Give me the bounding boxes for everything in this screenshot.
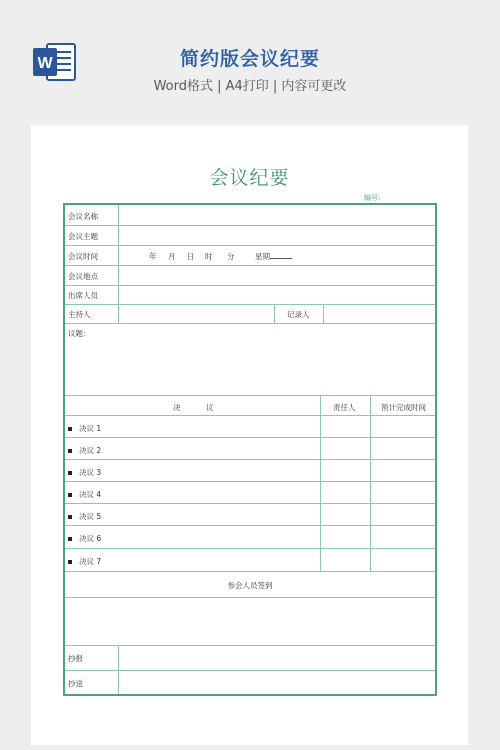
bullet-icon xyxy=(68,449,72,453)
responsible-header: 责任人 xyxy=(333,403,356,412)
signin-header: 参会人员签到 xyxy=(227,581,273,590)
bullet-icon xyxy=(68,515,72,519)
time-day-label: 日 xyxy=(187,252,195,261)
host-label: 主持人 xyxy=(68,310,91,319)
time-hour-label: 时 xyxy=(205,252,213,261)
page-subtitle: Word格式 | A4打印 | 内容可更改 xyxy=(153,79,347,94)
meeting-minutes-table xyxy=(63,203,437,750)
time-year-label: 年 xyxy=(149,252,157,261)
decision-header-part2: 议 xyxy=(206,403,214,412)
deadline-header: 预计完成时间 xyxy=(381,403,426,412)
decision-item-label: 决议 1 xyxy=(79,424,102,433)
time-month-label: 月 xyxy=(168,252,176,261)
decision-item xyxy=(68,423,101,434)
document-title: 会议纪要 xyxy=(209,167,290,189)
cc-send-label: 抄送 xyxy=(68,679,83,688)
bullet-icon xyxy=(68,427,72,431)
page-title: 简约版会议纪要 xyxy=(179,48,320,70)
time-minute-label: 分 xyxy=(227,252,235,261)
decision-item xyxy=(68,467,101,478)
decision-item-label: 决议 7 xyxy=(79,557,102,566)
decision-item-label: 决议 2 xyxy=(79,446,102,455)
serial-number-label: 编号: xyxy=(364,194,381,202)
bullet-icon xyxy=(68,471,72,475)
decision-item-label: 决议 4 xyxy=(79,490,102,499)
document-page xyxy=(31,125,468,745)
decision-item-label: 决议 3 xyxy=(79,468,102,477)
time-weekday-label xyxy=(255,251,292,262)
decision-item xyxy=(68,445,101,456)
bullet-icon xyxy=(68,537,72,541)
meeting-place-label: 会议地点 xyxy=(68,272,98,281)
weekday-text: 星期 xyxy=(255,252,270,261)
recorder-label: 记录人 xyxy=(287,310,310,319)
svg-text:W: W xyxy=(37,55,53,72)
attendees-label: 出席人员 xyxy=(68,291,98,300)
meeting-name-label: 会议名称 xyxy=(68,212,98,221)
decision-item-label: 决议 5 xyxy=(79,512,102,521)
meeting-time-label: 会议时间 xyxy=(68,252,98,261)
bullet-icon xyxy=(68,560,72,564)
decision-header-part1: 决 xyxy=(173,403,181,412)
decision-item xyxy=(68,489,101,500)
page-header xyxy=(0,0,500,110)
table-frame xyxy=(63,203,437,696)
decision-item xyxy=(68,533,101,544)
bullet-icon xyxy=(68,493,72,497)
meeting-topic-label: 会议主题 xyxy=(68,232,98,241)
agenda-label: 议题： xyxy=(68,329,91,338)
decision-item xyxy=(68,511,101,522)
cc-report-label: 抄报 xyxy=(68,654,83,663)
decision-item-label: 决议 6 xyxy=(79,534,102,543)
decision-item xyxy=(68,556,101,567)
weekday-blank xyxy=(270,252,292,259)
